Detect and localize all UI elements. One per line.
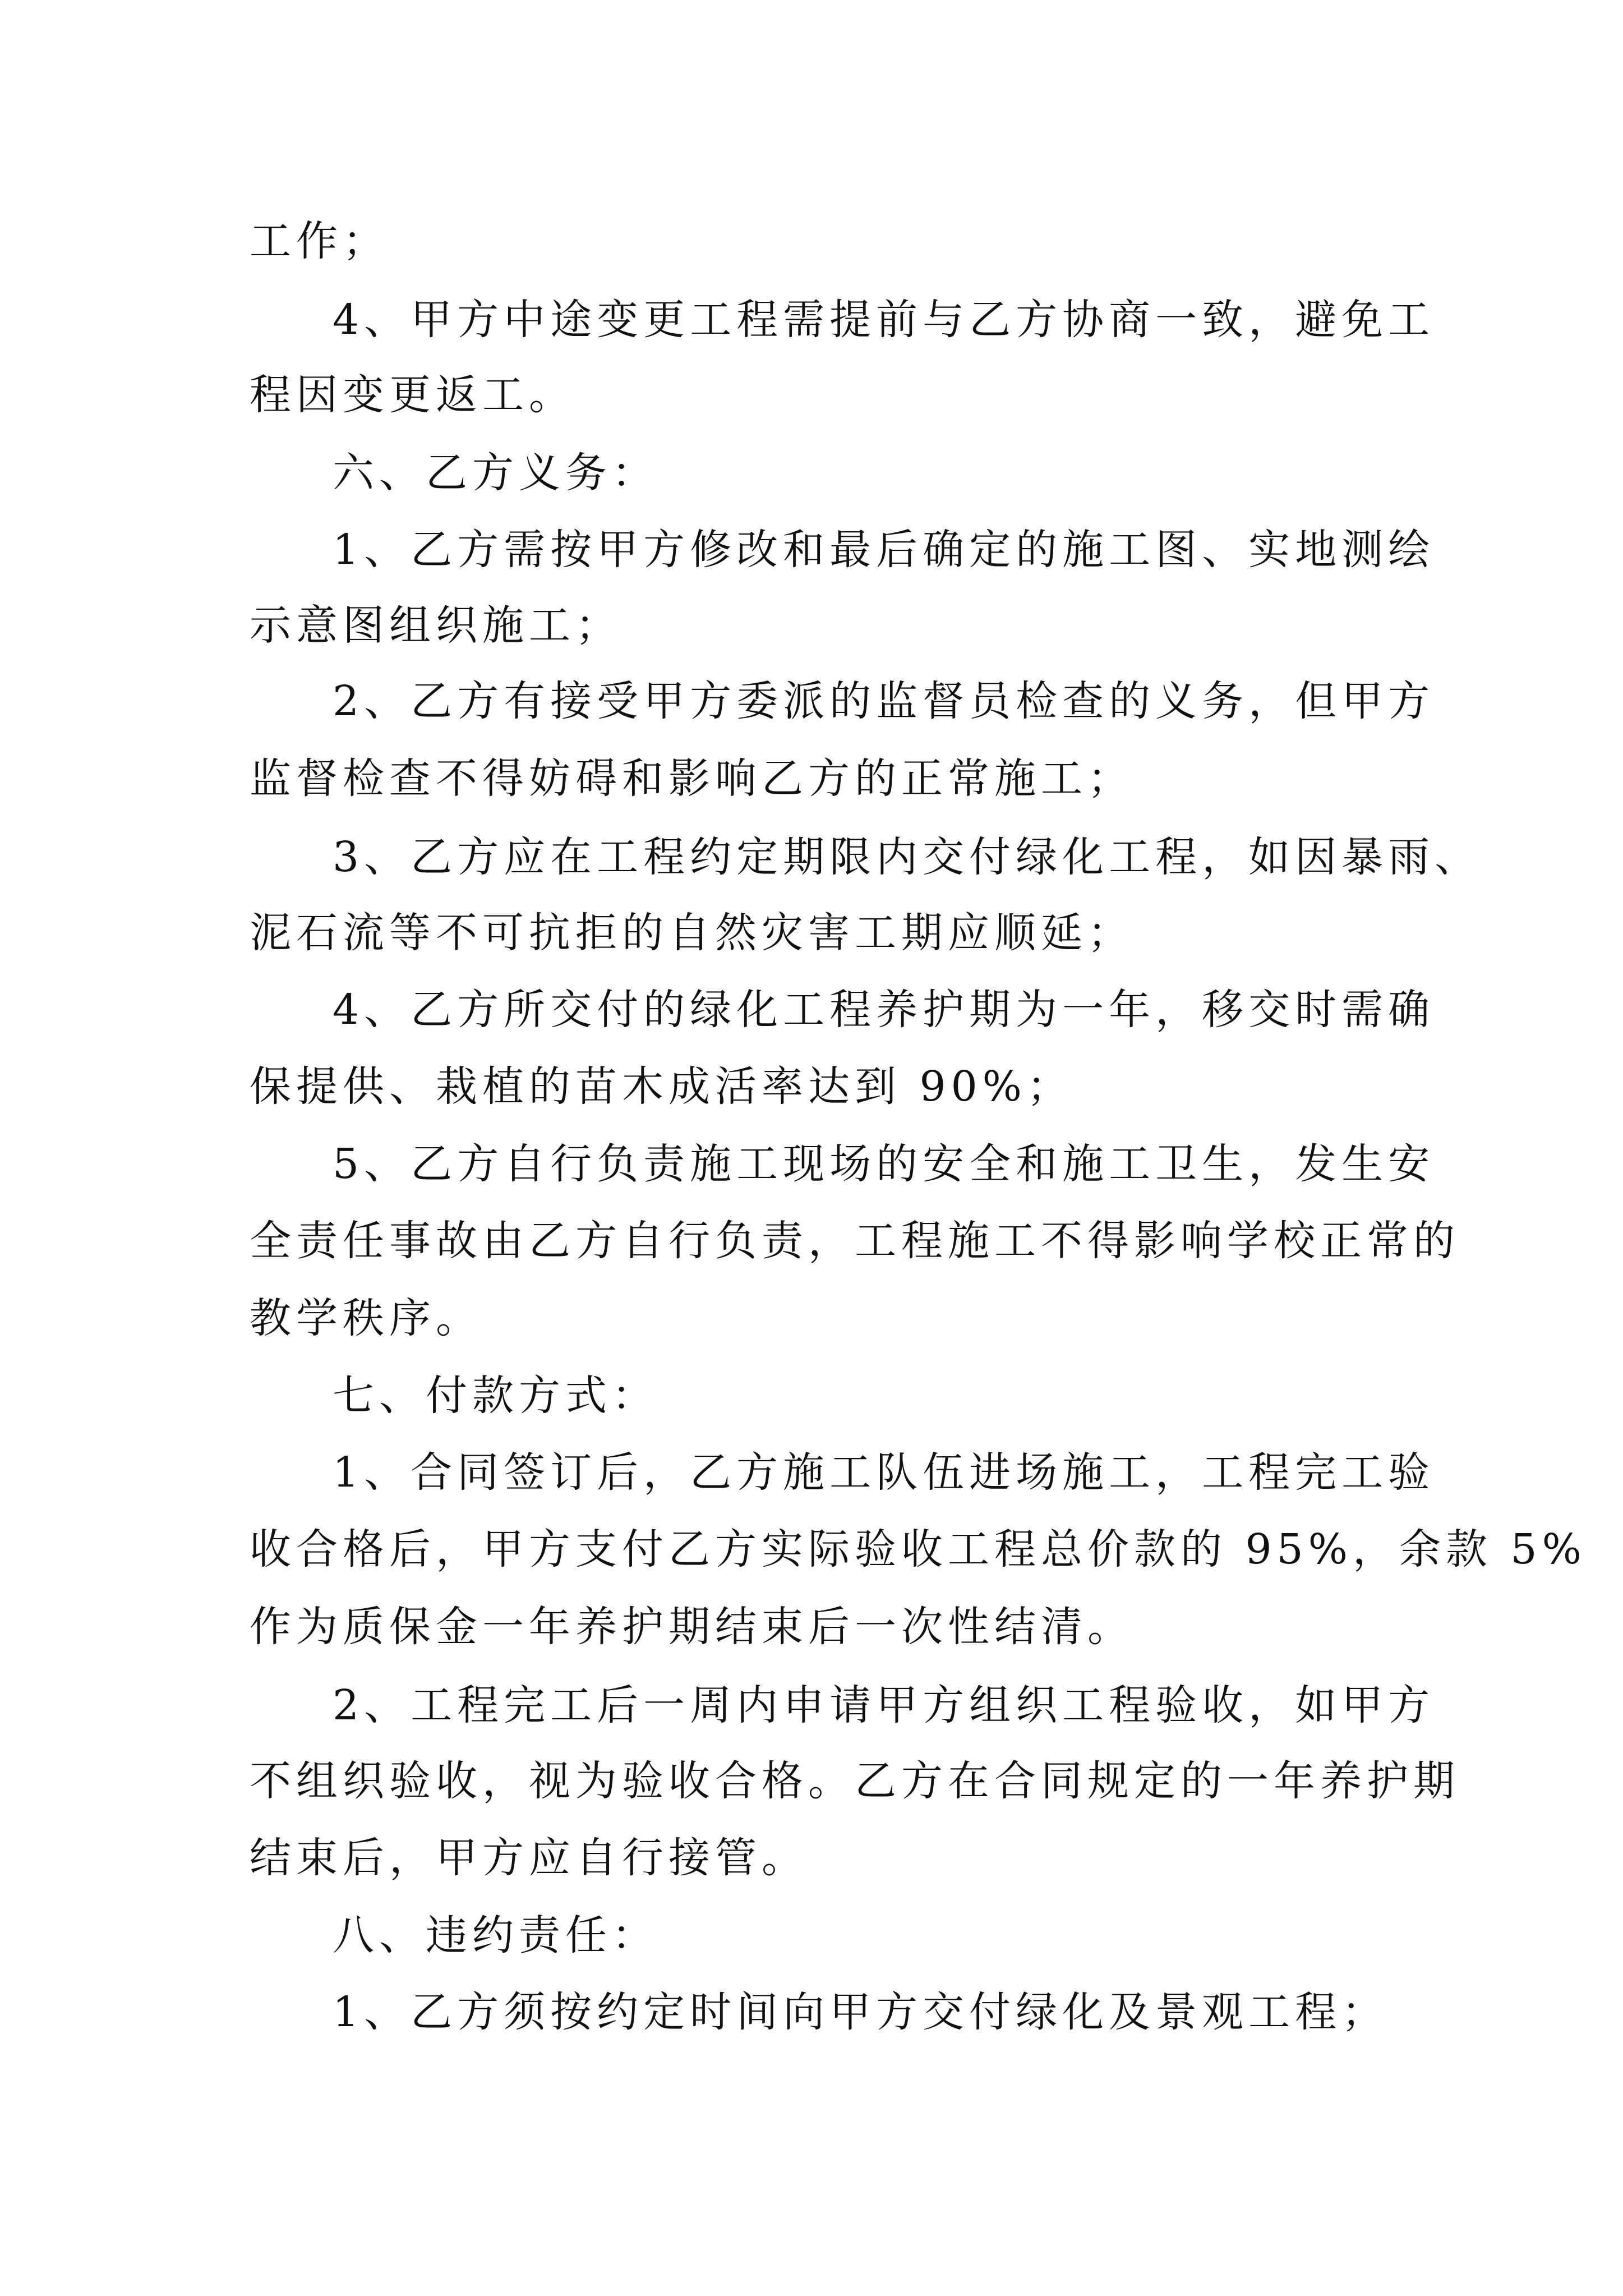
section-heading: 六、乙方义务： bbox=[333, 449, 658, 497]
text-line: 3、乙方应在工程约定期限内交付绿化工程，如因暴雨、 bbox=[333, 833, 1482, 881]
text-line: 程因变更返工。 bbox=[250, 371, 575, 419]
text-line: 1、乙方需按甲方修改和最后确定的施工图、实地测绘 bbox=[333, 526, 1435, 574]
text-line: 5、乙方自行负责施工现场的安全和施工卫生，发生安 bbox=[333, 1140, 1435, 1188]
text-line: 监督检查不得妨碍和影响乙方的正常施工； bbox=[250, 754, 1134, 803]
text-line: 4、乙方所交付的绿化工程养护期为一年，移交时需确 bbox=[333, 986, 1435, 1034]
text-line: 保提供、栽植的苗木成活率达到 90%； bbox=[250, 1062, 1073, 1111]
text-line: 全责任事故由乙方自行负责，工程施工不得影响学校正常的 bbox=[250, 1217, 1460, 1265]
text-line: 工作； bbox=[250, 217, 389, 265]
text-line: 收合格后，甲方支付乙方实际验收工程总价款的 95%，余款 5% bbox=[250, 1525, 1587, 1573]
text-line: 不组织验收，视为验收合格。乙方在合同规定的一年养护期 bbox=[250, 1757, 1460, 1805]
text-line: 教学秩序。 bbox=[250, 1294, 482, 1342]
text-line: 结束后，甲方应自行接管。 bbox=[250, 1834, 808, 1882]
text-line: 1、乙方须按约定时间向甲方交付绿化及景观工程； bbox=[333, 1988, 1389, 2036]
text-line: 2、工程完工后一周内申请甲方组织工程验收，如甲方 bbox=[333, 1681, 1435, 1729]
text-line: 2、乙方有接受甲方委派的监督员检查的义务，但甲方 bbox=[333, 677, 1435, 725]
text-line: 示意图组织施工； bbox=[250, 601, 622, 650]
text-line: 4、甲方中途变更工程需提前与乙方协商一致，避免工 bbox=[333, 296, 1435, 344]
section-heading: 七、付款方式： bbox=[333, 1372, 658, 1420]
section-heading: 八、违约责任： bbox=[333, 1911, 658, 1959]
text-line: 1、合同签订后，乙方施工队伍进场施工，工程完工验 bbox=[333, 1448, 1435, 1497]
text-line: 作为质保金一年养护期结束后一次性结清。 bbox=[250, 1603, 1134, 1651]
text-line: 泥石流等不可抗拒的自然灾害工期应顺延； bbox=[250, 909, 1134, 957]
